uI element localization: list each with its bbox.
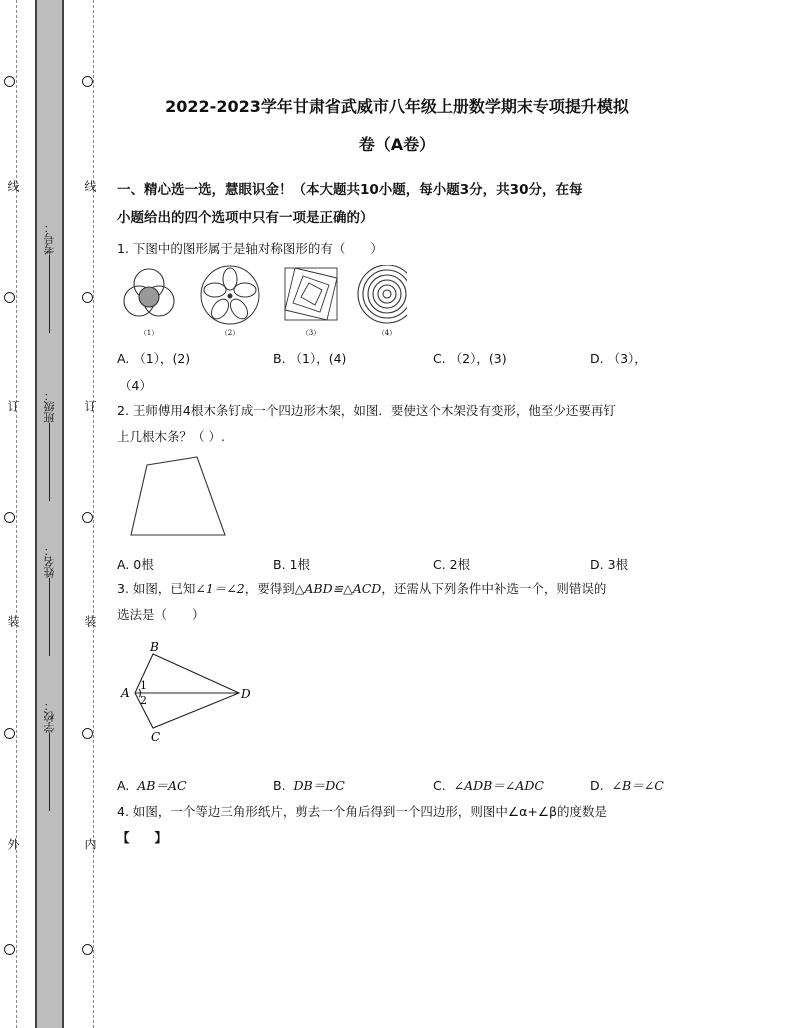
figure-label: （4）: [377, 329, 397, 337]
q2-option-b[interactable]: B. 1根: [273, 557, 310, 572]
point-label-b: B: [150, 640, 159, 654]
q2-option-d[interactable]: D. 3根: [590, 557, 629, 572]
section-heading-line2: 小题给出的四个选项中只有一项是正确的）: [117, 210, 374, 226]
question-2-quadrilateral: [127, 455, 237, 540]
inner-seal-char: 装: [83, 615, 97, 627]
q3-option-c[interactable]: C. ∠ADB＝∠ADC: [433, 778, 544, 793]
inner-seal-char: 线: [83, 180, 97, 192]
angle-label-2: 2: [140, 694, 147, 707]
figure-label: （2）: [220, 329, 240, 337]
binding-hole: [82, 76, 93, 87]
q3-option-d[interactable]: D. ∠B＝∠C: [590, 778, 664, 793]
class-field[interactable]: 班级：: [42, 390, 58, 505]
q3-option-b[interactable]: B. DB＝DC: [273, 778, 345, 793]
binding-hole: [4, 292, 15, 303]
binding-margin: [0, 0, 110, 1028]
inner-seal-char: 内: [83, 838, 97, 850]
name-field[interactable]: 姓名：: [42, 545, 58, 660]
page-title: 2022-2023学年甘肃省武威市八年级上册数学期末专项提升模拟: [165, 97, 629, 116]
question-4-text: 4. 如图，一个等边三角形纸片，剪去一个角后得到一个四边形，则图中∠α+∠β的度数是: [117, 804, 608, 819]
question-1-text: 1. 下图中的图形属于是轴对称图形的有（ ）: [117, 241, 383, 256]
q2-option-c[interactable]: C. 2根: [433, 557, 471, 572]
figure-label: （3）: [301, 329, 321, 337]
question-3-text-line2: 选法是（ ）: [117, 607, 205, 622]
question-3-text: 3. 如图，已知∠1＝∠2，要得到△ABD≌△ACD，还需从下列条件中补选一个，则错误的: [117, 581, 607, 596]
q1-option-a[interactable]: A. （1），(2): [117, 351, 191, 366]
figure-3-squares: [285, 268, 337, 320]
page-title-line2: 卷（A卷）: [358, 135, 436, 154]
q1-option-d-continued: （4）: [119, 378, 152, 393]
binding-hole: [82, 292, 93, 303]
point-label-d: D: [241, 687, 251, 701]
figure-4-circles: [358, 265, 407, 323]
q1-option-d[interactable]: D. （3），: [590, 351, 647, 366]
binding-hole: [4, 728, 15, 739]
outer-dashed-line: [16, 0, 17, 1028]
binding-gutter: [35, 0, 64, 1028]
q1-option-b[interactable]: B. （1），(4): [273, 351, 347, 366]
question-1-figures: [117, 265, 407, 340]
question-3-kite-figure: [117, 638, 257, 748]
q2-option-a[interactable]: A. 0根: [117, 557, 154, 572]
point-label-c: C: [151, 730, 161, 744]
point-label-a: A: [121, 686, 130, 700]
binding-hole: [4, 76, 15, 87]
school-field[interactable]: 学校：: [42, 700, 58, 815]
binding-hole: [82, 512, 93, 523]
outer-seal-char: 线: [6, 180, 20, 192]
outer-seal-char: 装: [6, 615, 20, 627]
figure-1-trefoil: [124, 269, 174, 316]
angle-label-1: 1: [140, 679, 147, 692]
inner-seal-char: 订: [83, 400, 97, 412]
inner-dashed-line: [93, 0, 94, 1028]
section-heading: 一、精心选一选，慧眼识金！（本大题共10小题，每小题3分，共30分，在每: [117, 182, 583, 198]
binding-hole: [4, 512, 15, 523]
question-2-text: 2. 王师傅用4根木条钉成一个四边形木架，如图．要使这个木架没有变形，他至少还要再钉: [117, 403, 616, 418]
question-4-answer-bracket: 【 】: [117, 830, 168, 845]
binding-hole: [82, 728, 93, 739]
q1-option-c[interactable]: C. （2），(3): [433, 351, 507, 366]
question-2-text-line2: 上几根木条？（ ）.: [117, 429, 225, 444]
q3-option-a[interactable]: A. AB＝AC: [117, 778, 187, 793]
outer-seal-char: 订: [6, 400, 20, 412]
outer-seal-char: 外: [6, 838, 20, 850]
binding-hole: [4, 944, 15, 955]
exam-number-field[interactable]: 考号：: [42, 222, 58, 337]
figure-label: （1）: [139, 329, 159, 337]
figure-2-flower: [201, 266, 259, 324]
binding-hole: [82, 944, 93, 955]
